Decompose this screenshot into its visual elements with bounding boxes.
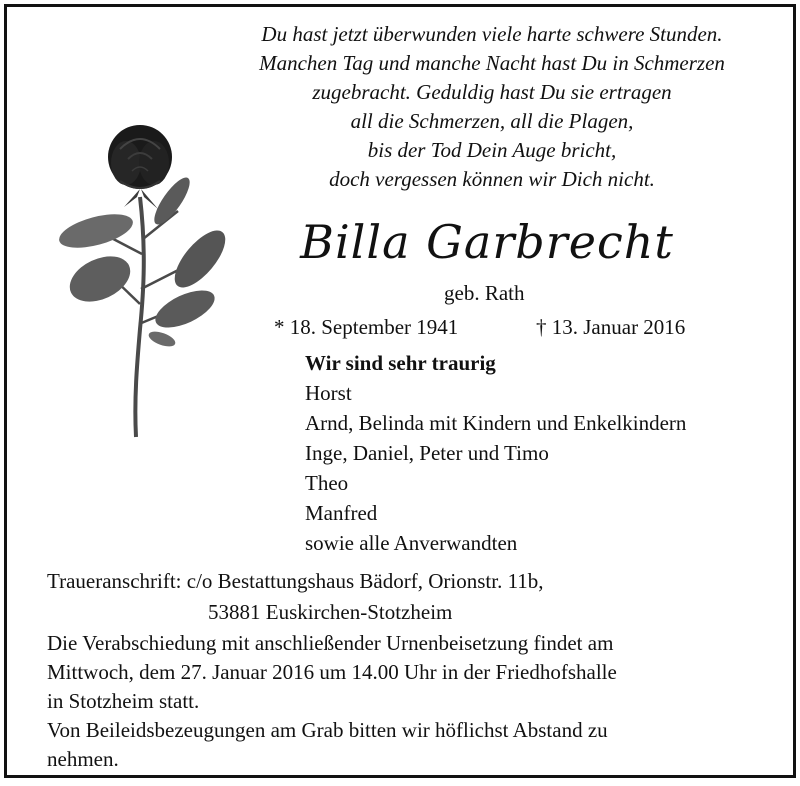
details-line: Mittwoch, dem 27. Januar 2016 um 14.00 Uhr in der Friedhofshalle xyxy=(47,660,617,684)
mourner-name: Manfred xyxy=(305,501,378,525)
address-line: Traueranschrift: c/o Bestattungshaus Bädorf, Orionstr. 11b, xyxy=(47,569,544,593)
mourners-list xyxy=(305,348,686,558)
ceremony-details xyxy=(47,629,777,774)
details-line: nehmen. xyxy=(47,747,119,771)
life-dates xyxy=(274,313,686,341)
death-date: † 13. Januar 2016 xyxy=(536,315,686,339)
poem-line: doch vergessen können wir Dich nicht. xyxy=(329,167,655,191)
details-line: in Stotzheim statt. xyxy=(47,689,200,713)
address-city: 53881 Euskirchen-Stotzheim xyxy=(208,600,453,624)
poem-line: Du hast jetzt überwunden viele harte schwere Stunden. xyxy=(261,22,723,46)
obituary-notice xyxy=(4,4,796,778)
birth-date: * 18. September 1941 xyxy=(274,315,459,339)
mourner-name: sowie alle Anverwandten xyxy=(305,531,518,555)
poem-line: Manchen Tag und manche Nacht hast Du in Schmerzen xyxy=(259,51,725,75)
rose-illustration-icon xyxy=(40,119,240,439)
mourners-heading: Wir sind sehr traurig xyxy=(305,351,496,375)
mourner-name: Arnd, Belinda mit Kindern und Enkelkindern xyxy=(305,411,687,435)
maiden-name: geb. Rath xyxy=(444,281,525,305)
deceased-name: Billa Garbrecht xyxy=(300,215,674,269)
mourner-name: Theo xyxy=(305,471,349,495)
mourner-name: Inge, Daniel, Peter und Timo xyxy=(305,441,549,465)
details-line: Die Verabschiedung mit anschließender Urnenbeisetzung findet am xyxy=(47,631,614,655)
poem-line: all die Schmerzen, all die Plagen, xyxy=(350,109,634,133)
mourning-address xyxy=(47,566,544,628)
mourner-name: Horst xyxy=(305,381,352,405)
poem xyxy=(212,20,772,194)
poem-line: bis der Tod Dein Auge bricht, xyxy=(367,138,617,162)
poem-line: zugebracht. Geduldig hast Du sie ertragen xyxy=(312,80,672,104)
details-line: Von Beileidsbezeugungen am Grab bitten wir höflichst Abstand zu xyxy=(47,718,608,742)
